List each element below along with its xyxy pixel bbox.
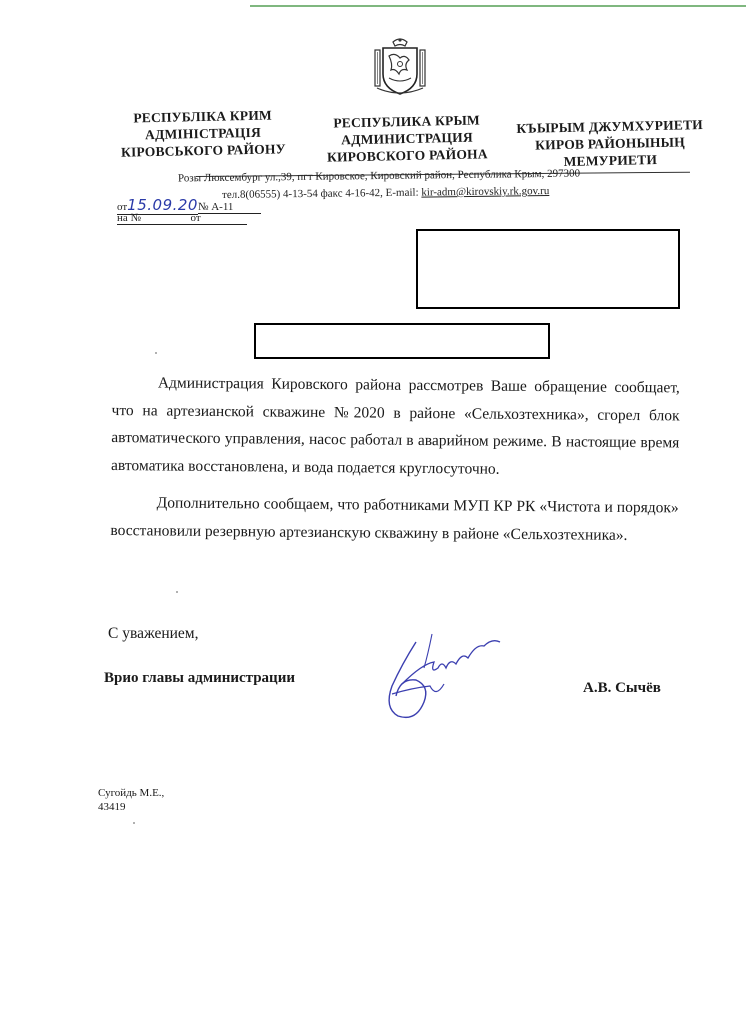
regards-line: С уважением, [108, 625, 199, 642]
header-right-line-3: МЕМУРИЕТИ [563, 152, 658, 169]
header-center-line-3: КИРОВСКОГО РАЙОНА [326, 146, 488, 165]
incoming-reference [117, 212, 247, 225]
ref-to-label: на № [117, 212, 142, 224]
header-right-line-1: КЪЫРЫМ ДЖУМХУРИЕТИ [516, 117, 704, 136]
header-russian [311, 111, 502, 166]
header-crimean-tatar [509, 116, 710, 171]
executor-name: Сугойдь М.Е., [98, 787, 165, 799]
header-center-line-2: АДМИНИСТРАЦИЯ [341, 129, 473, 148]
header-left-line-3: КІРОВСЬКОГО РАЙОНУ [120, 141, 286, 160]
header-ukrainian [107, 106, 298, 161]
ref-number-value: А-11 [211, 201, 234, 213]
scan-speck [155, 352, 157, 354]
header-left-line-2: АДМІНІСТРАЦІЯ [144, 124, 262, 143]
email-link[interactable]: kir-adm@kirovskiy.rk.gov.ru [421, 185, 550, 199]
executor-info [98, 786, 164, 814]
header-left-line-1: РЕСПУБЛІКА КРИМ [133, 107, 273, 126]
ref-to-from-label: от [190, 212, 201, 224]
redacted-salutation-block [254, 323, 550, 359]
contacts-line [222, 185, 549, 201]
scan-speck [133, 822, 135, 824]
coat-of-arms-icon [371, 36, 429, 98]
header-right-line-2: КИРОВ РАЙОНЫНЫҢ [535, 134, 685, 153]
ref-to-from-field [191, 212, 248, 225]
handwritten-signature [372, 624, 504, 724]
header-center-line-1: РЕСПУБЛИКА КРЫМ [333, 112, 481, 131]
ref-from-label: от [117, 201, 128, 213]
ref-date-handwritten: 15.09.20 [127, 196, 198, 214]
scan-speck [176, 591, 178, 593]
signer-title: Врио главы администрации [104, 670, 295, 686]
letter-body [110, 369, 680, 559]
top-stripe [250, 5, 746, 7]
address-line: Розы Люксембург ул.,39, пгт Кировское, Кировский район, Республика Крым, 297300 [177, 167, 581, 185]
ref-to-field [117, 212, 191, 225]
executor-phone: 43419 [98, 801, 126, 813]
signer-name: А.В. Сычёв [583, 680, 661, 696]
body-paragraph-1: Администрация Кировского района рассмотрев Ваше обращение сообщает, что на артезианской скважине №2020 в районе «Сельхозтехника», сгорел блок автоматического управления, насос работал в аварийном режиме. В настоящие время автоматика восстановлена, и вода подается круглосуточно. [110, 374, 680, 478]
body-paragraph-2: Дополнительно сообщаем, что работниками МУП КР РК «Чистота и порядок» восстановили резервную артезианскую скважину в районе «Сельхозтехника». [110, 494, 679, 544]
contacts-prefix: тел.8(06555) 4-13-54 факс 4-16-42, E-mail: [221, 186, 422, 201]
redacted-addressee-block [416, 229, 680, 309]
ref-number-label: № [197, 201, 209, 213]
